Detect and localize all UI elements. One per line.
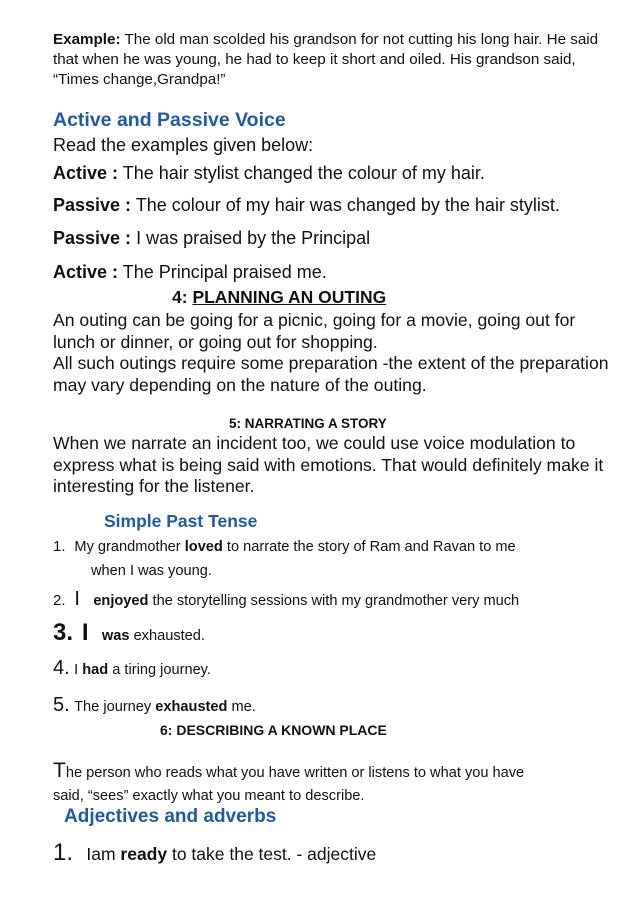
item-bold-word: had: [82, 662, 109, 678]
item-text-after: a tiring journey.: [108, 662, 211, 678]
section-6-line-1: [53, 759, 524, 783]
item-bold-word: exhausted: [155, 699, 228, 715]
simple-past-heading: Simple Past Tense: [104, 511, 258, 531]
item-text-before: Iam: [86, 844, 121, 864]
voice-example-text: The Principal praised me.: [118, 262, 327, 282]
adjectives-heading: Adjectives and adverbs: [64, 806, 277, 827]
item-text-after: me.: [227, 699, 256, 715]
section-4-number: 4:: [172, 287, 193, 307]
past-tense-item-3: [53, 619, 205, 647]
item-text-after: exhausted.: [129, 628, 205, 644]
section-4-paragraph-2: All such outings require some preparation -the extent of the preparation may vary depending on the nature of the outing.: [53, 353, 609, 395]
past-tense-item-4: [53, 657, 211, 680]
voice-example-label: Active :: [53, 262, 119, 282]
voice-example-1: [53, 162, 614, 184]
item-bold-word: was: [101, 628, 130, 644]
section-6-title: 6: DESCRIBING A KNOWN PLACE: [160, 722, 387, 738]
adjective-item-1: [53, 839, 376, 867]
voice-example-2: [53, 194, 614, 216]
item-text-before: My grandmother: [74, 539, 185, 555]
list-number: 2.: [53, 592, 66, 609]
past-tense-item-1-continued: when I was young.: [91, 563, 212, 579]
section-5-title: 5: NARRATING A STORY: [229, 416, 387, 431]
item-bold-word: ready: [120, 844, 168, 864]
example-text: The old man scolded his grandson for not cutting his long hair. He said that when he was young, he had to keep it short and oiled. His grandson said, “Times change,Grandpa!”: [53, 31, 599, 88]
list-number: 1.: [53, 538, 66, 555]
voice-example-label: Active :: [53, 163, 119, 183]
section-6-text: he person who reads what you have written or listens to what you have: [65, 765, 525, 781]
voice-example-3: [53, 227, 614, 249]
voice-example-text: The hair stylist changed the colour of my hair.: [118, 163, 485, 183]
item-bold-word: enjoyed: [93, 593, 149, 609]
section-4-title: [172, 287, 386, 308]
item-pronoun: I: [81, 619, 89, 646]
past-tense-item-1: [53, 538, 516, 556]
list-number: 3.: [53, 619, 74, 646]
item-text-after: to take the test. - adjective: [167, 844, 377, 864]
item-pronoun: I: [74, 588, 80, 610]
section-5-paragraph: When we narrate an incident too, we could use voice modulation to express what is being said with emotions. That would definitely make it interesting for the listener.: [53, 433, 604, 496]
section-4-title-text: PLANNING AN OUTING: [192, 287, 387, 307]
item-text-before: I: [74, 662, 83, 678]
voice-example-text: The colour of my hair was changed by the hair stylist.: [131, 195, 560, 215]
list-number: 1.: [53, 839, 74, 866]
past-tense-item-5: [53, 694, 256, 717]
example-label: Example:: [53, 31, 121, 48]
past-tense-item-2: [53, 588, 519, 611]
voice-example-label: Passive :: [53, 195, 132, 215]
section-4-paragraph-1: An outing can be going for a picnic, going for a movie, going out for lunch or dinner, or going out for shopping.: [53, 310, 576, 352]
active-passive-intro: Read the examples given below:: [53, 135, 314, 155]
voice-example-4: [53, 261, 614, 283]
item-text-after: the storytelling sessions with my grandmother very much: [148, 593, 520, 609]
active-passive-heading: Active and Passive Voice: [53, 109, 286, 131]
list-number: 4.: [53, 657, 70, 679]
section-6-line-2: said, “sees” exactly what you meant to describe.: [53, 788, 365, 804]
list-number: 5.: [53, 694, 70, 716]
item-text-before: The journey: [74, 699, 156, 715]
voice-example-text: I was praised by the Principal: [131, 228, 371, 248]
drop-letter: T: [53, 759, 66, 782]
item-text-after: to narrate the story of Ram and Ravan to me: [222, 539, 516, 555]
item-bold-word: loved: [184, 539, 223, 555]
voice-example-label: Passive :: [53, 228, 132, 248]
example-paragraph: [53, 30, 614, 90]
